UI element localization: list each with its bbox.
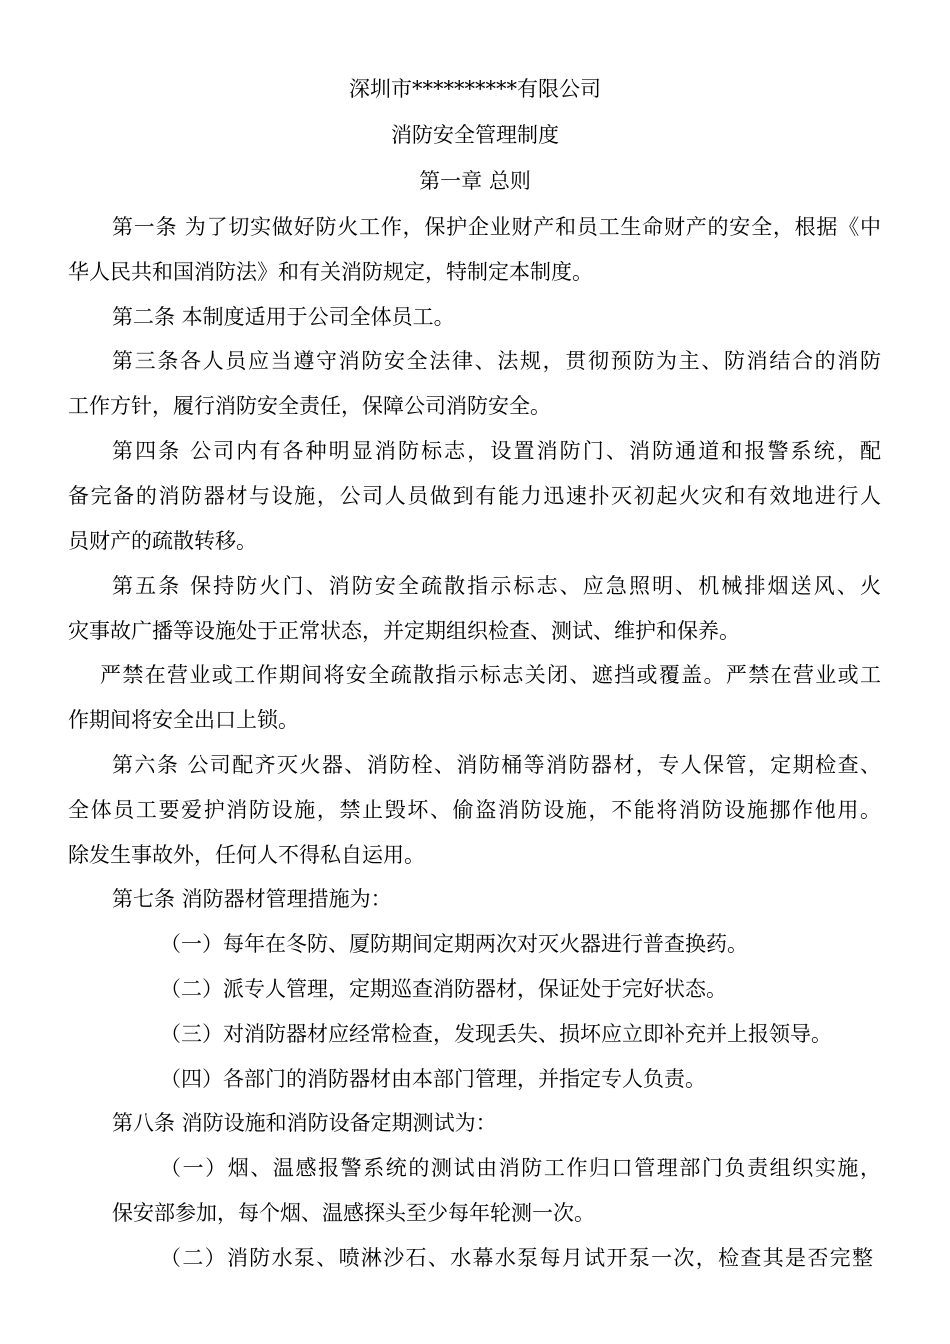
body-line: （三）对消防器材应经常检查，发现丢失、损坏应立即补充并上报领导。 bbox=[160, 1022, 832, 1046]
body-line: 第二条 本制度适用于公司全体员工。 bbox=[112, 305, 455, 329]
body-line: 第七条 消防器材管理措施为： bbox=[112, 887, 392, 911]
body-line: （四）各部门的消防器材由本部门管理，并指定专人负责。 bbox=[160, 1067, 706, 1091]
body-line: 全体员工要爱护消防设施，禁止毁坏、偷盗消防设施，不能将消防设施挪作他用。 bbox=[68, 798, 881, 822]
body-line: 第六条 公司配齐灭火器、消防栓、消防桶等消防器材，专人保管，定期检查、 bbox=[112, 753, 881, 777]
body-line: 第一条 为了切实做好防火工作，保护企业财产和员工生命财产的安全，根据《中 bbox=[112, 215, 881, 239]
body-line: 严禁在营业或工作期间将安全疏散指示标志关闭、遮挡或覆盖。严禁在营业或工 bbox=[100, 663, 881, 687]
company-name: 深圳市**********有限公司 bbox=[349, 77, 601, 101]
body-line: 除发生事故外，任何人不得私自运用。 bbox=[68, 843, 425, 867]
chapter-heading: 第一章 总则 bbox=[419, 169, 531, 193]
body-line: 作期间将安全出口上锁。 bbox=[68, 708, 299, 732]
body-line: 备完备的消防器材与设施，公司人员做到有能力迅速扑灭初起火灾和有效地进行人 bbox=[68, 484, 881, 508]
body-line: 工作方针，履行消防安全责任，保障公司消防安全。 bbox=[68, 394, 551, 418]
body-line: （一）烟、温感报警系统的测试由消防工作归口管理部门负责组织实施， bbox=[160, 1156, 881, 1180]
body-line: 华人民共和国消防法》和有关消防规定，特制定本制度。 bbox=[68, 260, 593, 284]
body-line: 第五条 保持防火门、消防安全疏散指示标志、应急照明、机械排烟送风、火 bbox=[112, 574, 881, 598]
body-line: （二）派专人管理，定期巡查消防器材，保证处于完好状态。 bbox=[160, 977, 727, 1001]
body-line: 第三条各人员应当遵守消防安全法律、法规，贯彻预防为主、防消结合的消防 bbox=[112, 349, 881, 373]
document-title: 消防安全管理制度 bbox=[391, 123, 559, 147]
body-line: （一）每年在冬防、厦防期间定期两次对灭火器进行普查换药。 bbox=[160, 932, 748, 956]
body-line: 第八条 消防设施和消防设备定期测试为： bbox=[112, 1111, 497, 1135]
body-line: 第四条 公司内有各种明显消防标志，设置消防门、消防通道和报警系统，配 bbox=[112, 439, 881, 463]
body-line: 灾事故广播等设施处于正常状态，并定期组织检查、测试、维护和保养。 bbox=[68, 619, 740, 643]
body-line: 员财产的疏散转移。 bbox=[68, 529, 257, 553]
body-line: 保安部参加，每个烟、温感探头至少每年轮测一次。 bbox=[112, 1201, 595, 1225]
body-line: （二）消防水泵、喷淋沙石、水幕水泵每月试开泵一次，检查其是否完整 bbox=[160, 1246, 873, 1270]
